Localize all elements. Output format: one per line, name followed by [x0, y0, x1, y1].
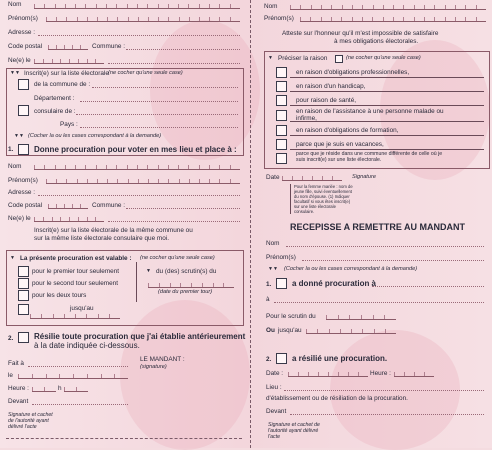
r-nom2-field[interactable] [286, 246, 484, 247]
reason-formation-label: en raison d'obligations de formation, [296, 127, 399, 134]
r-date2-field[interactable] [288, 368, 368, 377]
heure-label: Heure : [8, 385, 29, 392]
jusqu-au-checkbox[interactable] [18, 304, 29, 315]
departement-label: Département : [34, 95, 75, 102]
r-lieu-label: Lieu : [266, 384, 282, 391]
r-prenoms-label: Prénom(s) [264, 15, 294, 22]
reason-rule [290, 105, 484, 106]
r-lieu-field[interactable] [284, 390, 484, 391]
r-section-2-number: 2. [266, 356, 272, 363]
center-divider [250, 0, 251, 448]
r-a-donne-checkbox[interactable] [276, 278, 287, 289]
departement-field[interactable] [80, 101, 238, 102]
commune-field[interactable] [126, 49, 240, 50]
femme-note: Pour la femme mariée : nom de jeune fille, suivi éventuellement du nom d'épouse. (1) Indiquer facultatif si vous êtes inscrit(e) sur une liste électorale consulaire. [294, 184, 353, 214]
reason-vacances-checkbox[interactable] [276, 139, 287, 150]
fait-a-field[interactable] [28, 366, 128, 367]
recepisse-title: RECEPISSE A REMETTRE AU MANDANT [290, 222, 466, 232]
reason-handicap-label: en raison d'un handicap, [296, 83, 366, 90]
du-scrutin-label: du (des) scrutin(s) du [156, 268, 217, 275]
r-ou-label: Ou [266, 327, 275, 334]
reason-pro-checkbox[interactable] [276, 67, 287, 78]
r-signature-label: Signature [352, 174, 376, 180]
commune2-field[interactable] [126, 208, 240, 209]
commune2-label: Commune : [92, 202, 126, 209]
reason-commune-label: parce que je réside dans une commune différente de celle où je suis inscrit(e) sur une liste électorale. [296, 151, 443, 163]
reason-rule [290, 135, 484, 136]
reason-sante-label: pour raison de santé, [296, 97, 357, 104]
bracket [136, 262, 137, 302]
presente-note: (ne cocher qu'une seule case) [140, 255, 215, 261]
r-a-donne-label: a donné procuration à [292, 279, 377, 288]
cocher-note: (Cocher la ou les cases correspondant à la demande) [28, 133, 162, 139]
r-heure-label: Heure : [370, 370, 391, 377]
mandant-signature-note: (signature) [140, 364, 167, 370]
r-pour-scrutin-field[interactable] [326, 311, 396, 320]
prenoms2-field[interactable] [46, 175, 240, 184]
r-date2-label: Date : [266, 370, 284, 377]
commune-checkbox[interactable] [18, 79, 29, 90]
inscrit-label: Inscrit(e) sur la liste électorale [24, 70, 109, 77]
adresse-label: Adresse : [8, 29, 35, 36]
pays-field[interactable] [80, 127, 238, 128]
reason-commune-checkbox[interactable] [276, 153, 287, 164]
le-field[interactable] [18, 370, 128, 379]
inscrit-note: (ne cocher qu'une seule case) [108, 70, 183, 76]
note-rule [290, 184, 291, 214]
r-a-donne-field[interactable] [372, 286, 484, 287]
r-section-1-number: 1. [266, 281, 272, 288]
commune-label: Commune : [92, 43, 126, 50]
presente-label: La présente procuration est valable : [20, 255, 132, 262]
r-nom-field[interactable] [290, 1, 486, 10]
r-devant-label: Devant [266, 408, 287, 415]
date-premier-tour-note: (date du premier tour) [158, 289, 213, 295]
h-label: h [58, 385, 62, 392]
nom-field[interactable] [34, 0, 240, 9]
donne-procuration-heading: Donne procuration pour voter en mes lieu et place à : [34, 145, 237, 154]
prenoms2-label: Prénom(s) [8, 177, 38, 184]
reason-rule [290, 91, 484, 92]
r-prenoms2-field[interactable] [302, 260, 484, 261]
r-prenoms-field[interactable] [300, 13, 486, 22]
code-postal-field[interactable] [48, 41, 88, 50]
r-a-field[interactable] [274, 302, 484, 303]
reason-vacances-label: parce que je suis en vacances, [296, 141, 384, 148]
signature-cachet-note: Signature et cachet de l'autorité ayant délivré l'acte [8, 412, 53, 430]
inscrit2-line1: Inscrit(e) sur la liste électorale de la même commune ou [34, 227, 193, 234]
scrutin-date-field[interactable] [148, 279, 234, 288]
fait-a-label: Fait à [8, 360, 24, 367]
heure-field[interactable] [32, 383, 56, 392]
ne-a-field[interactable] [108, 63, 240, 64]
consulaire-label: consulaire de : [34, 108, 76, 115]
atteste-line2: à mes obligations électorales. [334, 38, 419, 45]
r-a-label: à [266, 296, 270, 303]
triangle-icon: ▼ [10, 255, 15, 261]
reason-sante-checkbox[interactable] [276, 95, 287, 106]
ne-a2-field[interactable] [108, 221, 240, 222]
code-postal-label: Code postal [8, 43, 43, 50]
r-nom2-label: Nom [266, 240, 280, 247]
le-mandant-label: LE MANDANT : [140, 356, 185, 363]
pays-label: Pays : [60, 121, 78, 128]
premier-tour-checkbox[interactable] [18, 266, 29, 277]
r-date-field[interactable] [282, 172, 342, 181]
resilie-line1: Résilie toute procuration que j'ai établie antérieurement [34, 332, 246, 341]
consulaire-checkbox[interactable] [18, 105, 29, 116]
adresse-field[interactable] [38, 35, 240, 36]
adresse2-label: Adresse : [8, 189, 35, 196]
ne-le2-label: Ne(e) le [8, 215, 31, 222]
triangle-icon: ▼▼ [10, 70, 20, 76]
deux-tours-checkbox[interactable] [18, 290, 29, 301]
ne-le-field[interactable] [34, 55, 104, 64]
triangle-icon: ▼▼ [268, 266, 278, 272]
devant-label: Devant [8, 398, 29, 405]
de-la-commune-field[interactable] [92, 87, 238, 88]
premier-tour-label: pour le premier tour seulement [32, 268, 120, 275]
r-a-resilie-checkbox[interactable] [276, 353, 287, 364]
triangle-icon: ▼ [268, 55, 273, 61]
r-a-resilie-label: a résilié une procuration. [292, 354, 388, 363]
reason-assistance-checkbox[interactable] [276, 110, 287, 121]
reason-rule [290, 77, 484, 78]
r-pour-scrutin-label: Pour le scrutin du [266, 313, 316, 320]
r-signature-cachet-note: Signature et cachet de l'autorité ayant délivré l'acte [268, 422, 320, 440]
adresse2-field[interactable] [38, 195, 240, 196]
r-heure-field[interactable] [394, 368, 434, 377]
code-postal2-label: Code postal [8, 202, 43, 209]
r-jusqu-au-label: jusqu'au [278, 327, 302, 334]
inscrit2-line2: sur la même liste électorale consulaire que moi. [34, 235, 169, 242]
reason-handicap-checkbox[interactable] [276, 81, 287, 92]
nom2-field[interactable] [34, 161, 240, 170]
jusqu-au-field[interactable] [30, 310, 120, 319]
second-tour-checkbox[interactable] [18, 278, 29, 289]
r-devant-field[interactable] [290, 414, 484, 415]
reason-formation-checkbox[interactable] [276, 125, 287, 136]
triangle-icon: ▼▼ [14, 133, 24, 139]
section-2-number: 2. [8, 335, 14, 342]
r-nom-label: Nom [264, 3, 278, 10]
r-date-label: Date [266, 174, 280, 181]
nom-label: Nom [8, 1, 22, 8]
r-cocher-note: (Cocher la ou les cases correspondant à la demande) [284, 266, 418, 272]
le-label: le [8, 372, 13, 379]
de-la-commune-label: de la commune de : [34, 81, 91, 88]
preciser-box [335, 55, 343, 63]
prenoms-label: Prénom(s) [8, 15, 38, 22]
preciser-note: (ne cocher qu'une seule case) [346, 55, 421, 61]
ne-le2-field[interactable] [34, 213, 104, 222]
r-lieu-etab-label: d'établissement ou de résiliation de la procuration. [266, 395, 408, 402]
section-1-number: 1. [8, 146, 14, 153]
reason-rule [290, 149, 484, 150]
code-postal2-field[interactable] [48, 200, 88, 209]
preciser-label: Préciser la raison [278, 55, 328, 62]
reason-assistance-label: en raison de l'assistance à une personne malade ou infirme, [296, 108, 444, 122]
resilie-line2: à la date indiquée ci-dessous. [34, 341, 140, 350]
r-prenoms2-label: Prénom(s) [266, 254, 296, 261]
consulaire-field[interactable] [76, 114, 238, 115]
minute-field[interactable] [64, 383, 88, 392]
jusqu-au-label: jusqu'au [70, 305, 94, 312]
footer-rule [6, 438, 242, 439]
deux-tours-label: pour les deux tours [32, 292, 87, 299]
resilie-checkbox[interactable] [18, 332, 29, 343]
nom2-label: Nom [8, 163, 22, 170]
reason-pro-label: en raison d'obligations professionnelles, [296, 69, 410, 76]
second-tour-label: pour le second tour seulement [32, 280, 118, 287]
r-jusqu-au-field[interactable] [306, 325, 396, 334]
triangle-icon: ▼ [146, 268, 151, 274]
devant-field[interactable] [32, 404, 128, 405]
ne-le-label: Ne(e) le [8, 57, 31, 64]
donne-procuration-checkbox[interactable] [18, 144, 29, 155]
atteste-line1: Atteste sur l'honneur qu'il m'est impossible de satisfaire [282, 30, 439, 37]
prenoms-field[interactable] [46, 13, 240, 22]
